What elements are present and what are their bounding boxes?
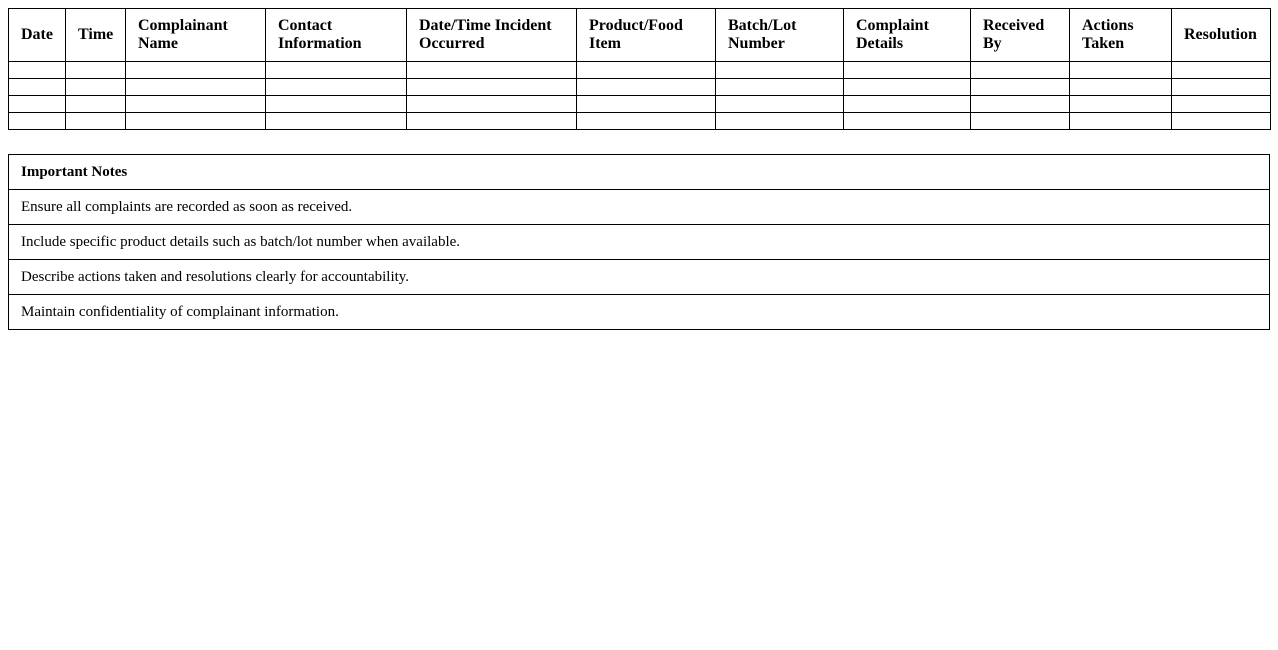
header-row [9,9,1271,62]
table-cell[interactable] [126,62,266,79]
table-row [9,62,1271,79]
table-cell[interactable] [1070,96,1172,113]
table-cell[interactable] [266,79,407,96]
complaint-log-table [8,8,1271,130]
table-cell[interactable] [407,113,577,130]
list-item [9,260,1270,295]
table-row [9,96,1271,113]
table-cell[interactable] [716,62,844,79]
column-header-date: Date [9,9,66,62]
column-header-complainant-name: Complainant Name [126,9,266,62]
notes-title: Important Notes [9,155,1270,190]
note-text: Maintain confidentiality of complainant information. [9,295,1270,330]
table-cell[interactable] [971,62,1070,79]
table-cell[interactable] [126,96,266,113]
table-cell[interactable] [266,113,407,130]
column-header-time: Time [66,9,126,62]
table-cell[interactable] [716,96,844,113]
table-cell[interactable] [126,113,266,130]
column-header-complaint-details: Complaint Details [844,9,971,62]
table-cell[interactable] [66,62,126,79]
table-cell[interactable] [844,62,971,79]
notes-header-row [9,155,1270,190]
table-cell[interactable] [9,113,66,130]
table-cell[interactable] [577,113,716,130]
table-cell[interactable] [971,96,1070,113]
table-cell[interactable] [1172,113,1271,130]
table-cell[interactable] [844,113,971,130]
table-cell[interactable] [1070,79,1172,96]
table-cell[interactable] [971,79,1070,96]
table-cell[interactable] [407,62,577,79]
table-cell[interactable] [577,79,716,96]
column-header-actions-taken: Actions Taken [1070,9,1172,62]
important-notes-table [8,154,1270,330]
note-text: Ensure all complaints are recorded as soon as received. [9,190,1270,225]
table-row [9,113,1271,130]
table-cell[interactable] [844,79,971,96]
table-cell[interactable] [66,113,126,130]
table-cell[interactable] [9,62,66,79]
table-cell[interactable] [126,79,266,96]
column-header-batch-lot-number: Batch/Lot Number [716,9,844,62]
list-item [9,295,1270,330]
table-cell[interactable] [266,62,407,79]
table-cell[interactable] [577,96,716,113]
table-cell[interactable] [266,96,407,113]
table-cell[interactable] [9,96,66,113]
table-cell[interactable] [1172,79,1271,96]
table-cell[interactable] [1172,62,1271,79]
note-text: Describe actions taken and resolutions clearly for accountability. [9,260,1270,295]
column-header-contact-information: Contact Information [266,9,407,62]
column-header-received-by: Received By [971,9,1070,62]
table-cell[interactable] [407,96,577,113]
column-header-incident-datetime: Date/Time Incident Occurred [407,9,577,62]
list-item [9,225,1270,260]
table-cell[interactable] [844,96,971,113]
table-cell[interactable] [971,113,1070,130]
table-cell[interactable] [407,79,577,96]
table-cell[interactable] [1070,62,1172,79]
table-cell[interactable] [66,79,126,96]
column-header-resolution: Resolution [1172,9,1271,62]
table-cell[interactable] [1172,96,1271,113]
table-cell[interactable] [716,79,844,96]
table-cell[interactable] [577,62,716,79]
table-row [9,79,1271,96]
table-cell[interactable] [1070,113,1172,130]
table-cell[interactable] [9,79,66,96]
column-header-product-food-item: Product/Food Item [577,9,716,62]
note-text: Include specific product details such as batch/lot number when available. [9,225,1270,260]
table-cell[interactable] [716,113,844,130]
list-item [9,190,1270,225]
table-cell[interactable] [66,96,126,113]
